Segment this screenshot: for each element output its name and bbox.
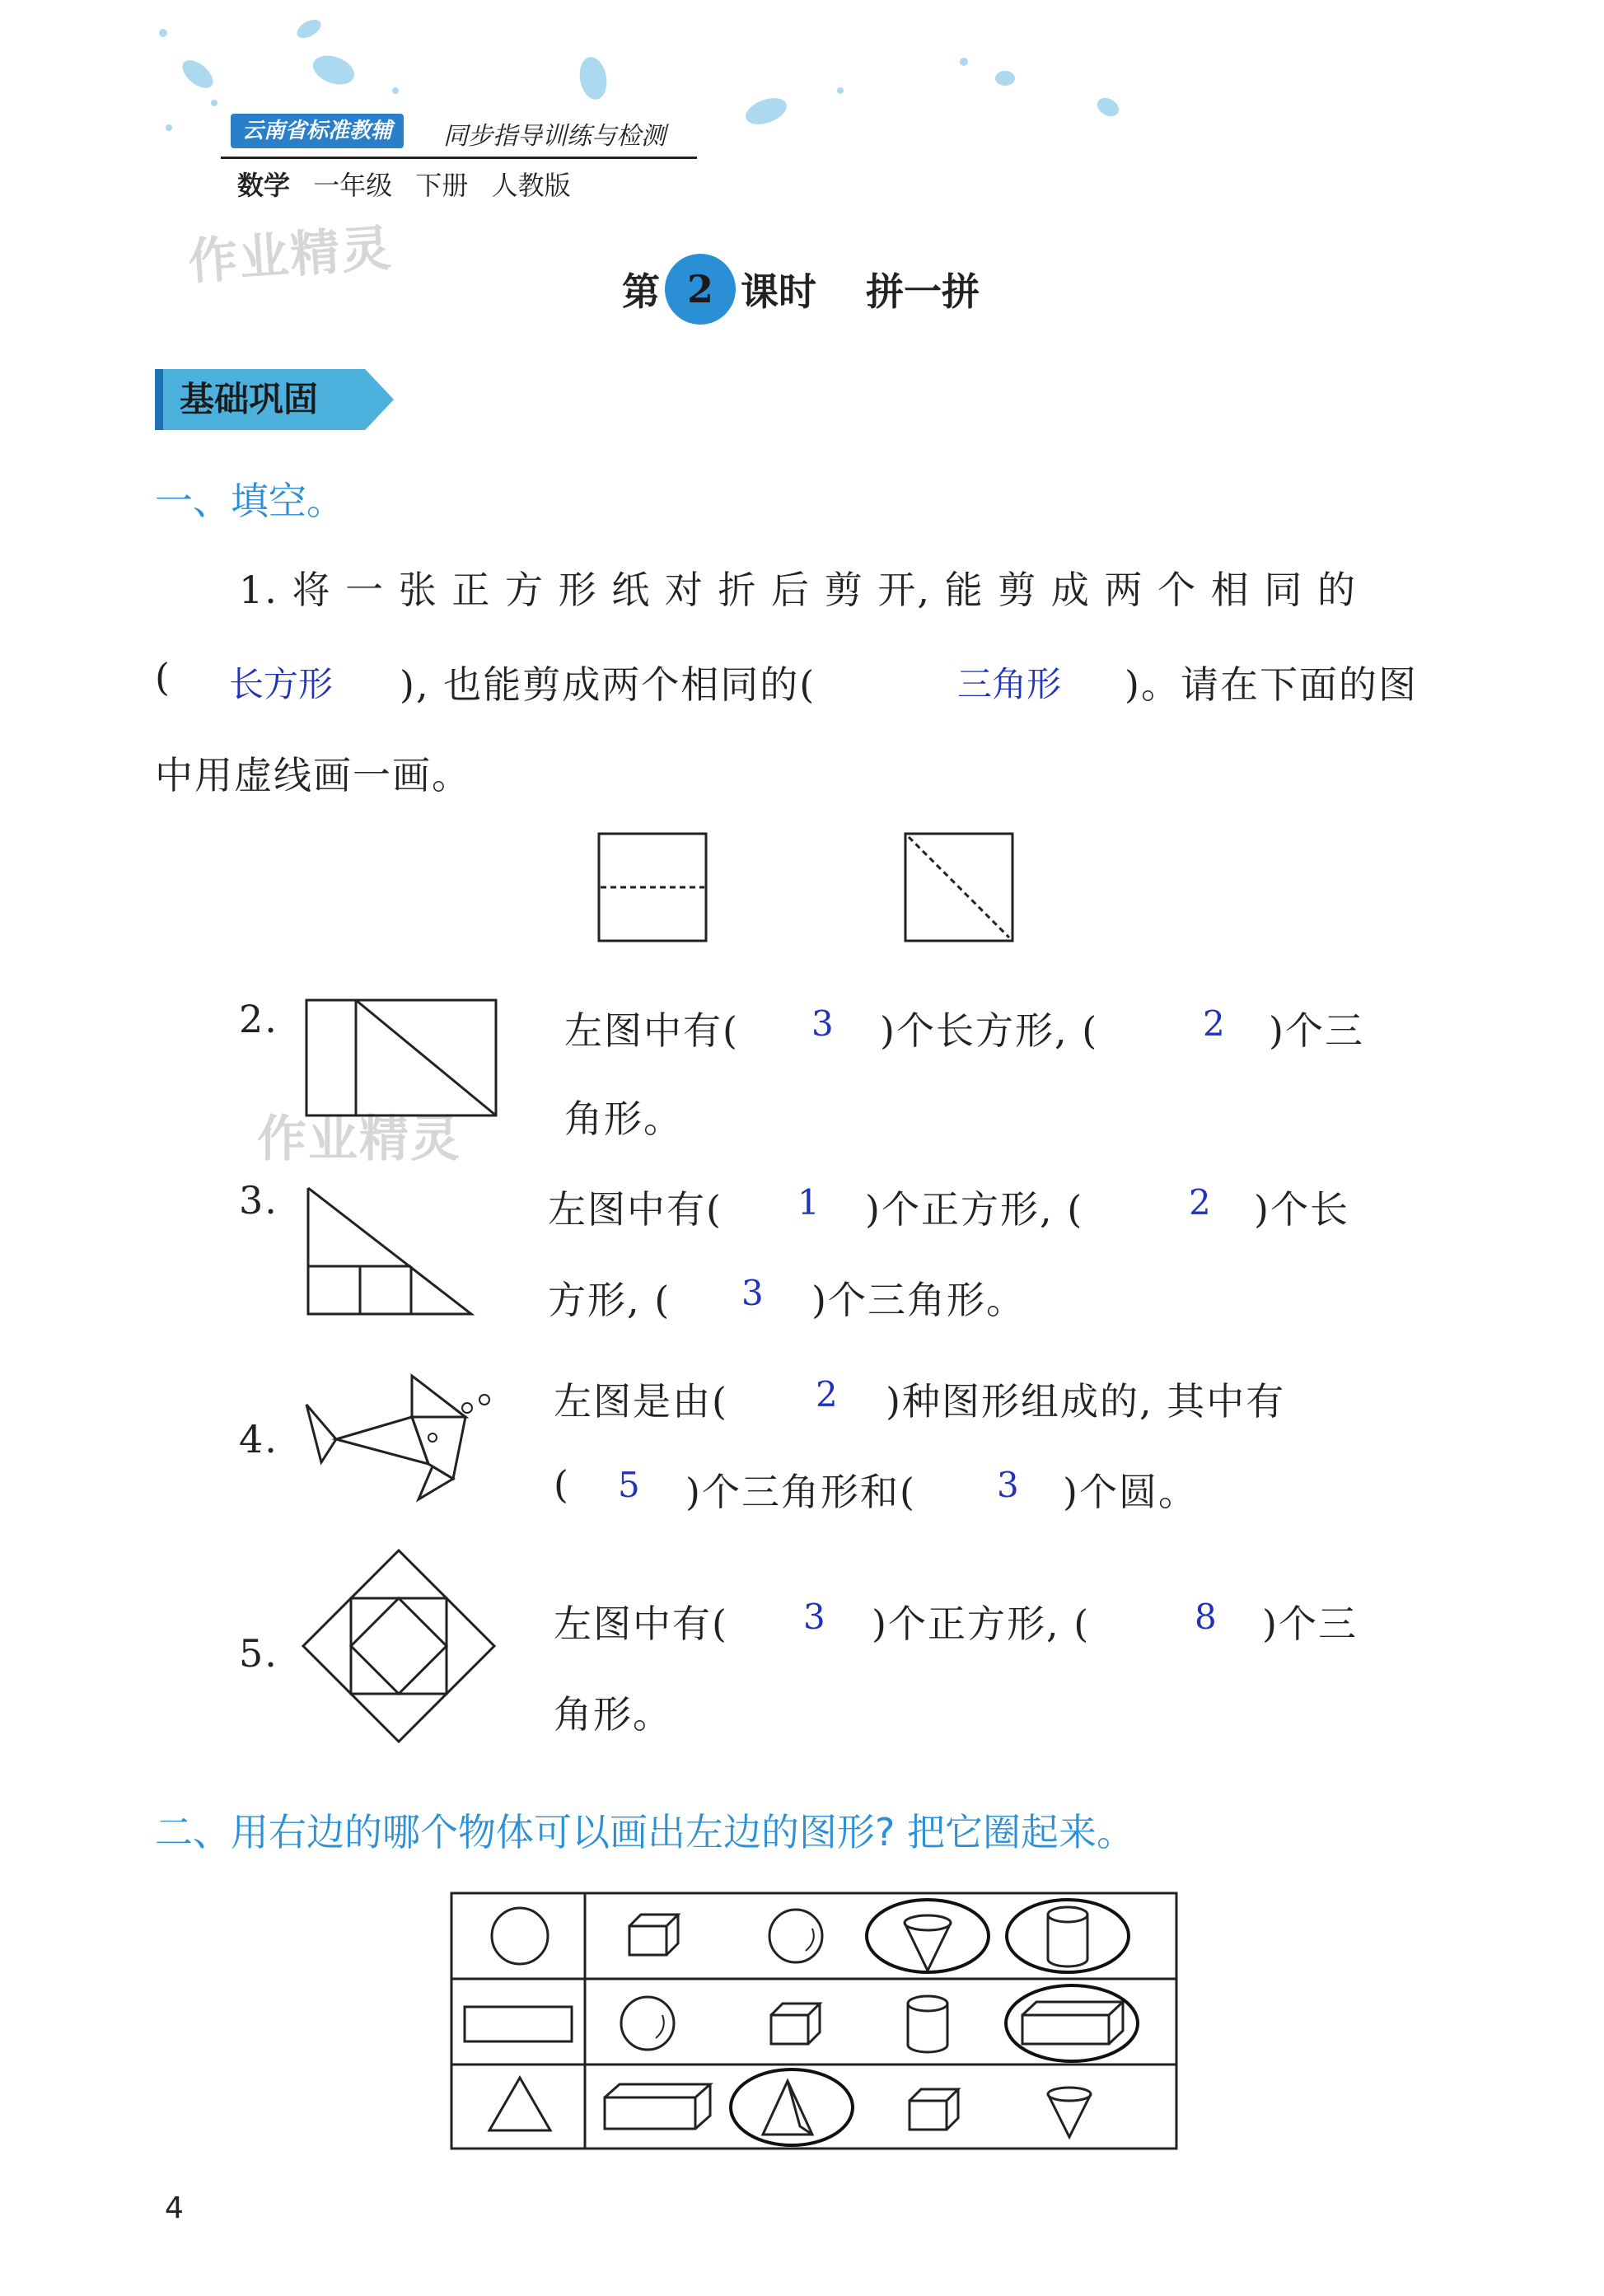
- q4-text1: 左图是由(: [554, 1379, 728, 1424]
- q1-open: (: [155, 655, 171, 699]
- lesson-name: 拼一拼: [866, 269, 980, 314]
- q3-answer1: 1: [797, 1182, 820, 1223]
- q3-text4: 方形, (: [548, 1278, 671, 1322]
- q5-answer1: 3: [803, 1597, 825, 1637]
- cone-icon: [905, 1915, 951, 1971]
- answer-circle: [1007, 1900, 1129, 1972]
- q1-line3: 中用虚线画一画。: [155, 753, 471, 797]
- book-info: [237, 165, 571, 203]
- q2-text3: )个三: [1269, 1008, 1364, 1053]
- header-rule: [221, 157, 697, 159]
- watermark: 作业精灵: [257, 1111, 461, 1168]
- answer-circle: [867, 1900, 989, 1972]
- q1-answer1: 长方形: [229, 664, 334, 704]
- q4-answer2: 5: [618, 1465, 640, 1505]
- ball-icon: [769, 1910, 822, 1962]
- lesson-number-badge: 2: [665, 254, 736, 325]
- q2-text1: 左图中有(: [564, 1008, 739, 1053]
- q5-number: 5.: [239, 1631, 278, 1676]
- q3-number: 3.: [239, 1178, 278, 1223]
- cuboid-icon: [1022, 2002, 1123, 2044]
- q2-answer1: 3: [811, 1003, 834, 1044]
- q5-text3: )个三: [1262, 1602, 1358, 1646]
- lesson-suffix: 课时: [741, 269, 816, 314]
- part1-title: 一、填空。: [155, 479, 344, 523]
- lesson-title: [622, 254, 980, 325]
- subject: 数学: [237, 170, 291, 201]
- q3-text3: )个长: [1254, 1187, 1349, 1232]
- triangle-shape: [489, 2078, 550, 2130]
- q5-text4: 角形。: [554, 1692, 672, 1737]
- q3-text5: )个三角形。: [811, 1278, 1026, 1322]
- cube-icon: [629, 1915, 678, 1955]
- q3-answer2: 2: [1189, 1182, 1211, 1223]
- q2-text2: )个长方形, (: [880, 1008, 1099, 1053]
- ball-icon: [621, 1997, 674, 2050]
- q4-text4: )个三角形和(: [685, 1470, 916, 1514]
- q1-answer2: 三角形: [957, 664, 1062, 704]
- cylinder-icon: [908, 1996, 947, 2052]
- q4-text5: )个圆。: [1063, 1470, 1198, 1514]
- q3-text1: 左图中有(: [548, 1187, 723, 1232]
- q1-line1: 1. 将 一 张 正 方 形 纸 对 折 后 剪 开, 能 剪 成 两 个 相 同 的: [239, 568, 1357, 612]
- q2-number: 2.: [239, 997, 278, 1041]
- q4-fish-figure: [305, 1372, 511, 1503]
- watermark: 作业精灵: [186, 219, 395, 292]
- fold-diagram-rect: [597, 832, 713, 947]
- cube-icon: [771, 2004, 820, 2044]
- brand-logo: 云南省标准教辅: [231, 114, 404, 148]
- section-tag-label: 基础巩固: [180, 379, 319, 419]
- q1-tail: )。请在下面的图: [1125, 662, 1418, 707]
- q1-mid: ), 也能剪成两个相同的(: [400, 662, 816, 707]
- q5-text1: 左图中有(: [554, 1602, 728, 1646]
- section-tag-bar: [155, 369, 163, 430]
- cube-icon: [910, 2089, 958, 2130]
- q3-figure: [306, 1186, 479, 1326]
- answer-circle: [1006, 1985, 1138, 2061]
- q2-figure: [305, 998, 503, 1122]
- q3-answer3: 3: [741, 1273, 764, 1313]
- part2-title: 二、用右边的哪个物体可以画出左边的图形? 把它圈起来。: [155, 1810, 1135, 1854]
- q2-text4: 角形。: [564, 1097, 683, 1141]
- page-number: 4: [165, 2191, 184, 2225]
- cuboid-icon: [605, 2084, 710, 2129]
- grade: 一年级: [313, 170, 393, 201]
- q4-answer3: 3: [997, 1465, 1019, 1505]
- q4-number: 4.: [239, 1417, 278, 1461]
- q3-text2: )个正方形, (: [865, 1187, 1084, 1232]
- q2-answer2: 2: [1203, 1003, 1225, 1044]
- shapes-table: [450, 1892, 1183, 2155]
- q5-answer2: 8: [1195, 1597, 1217, 1637]
- series-title: 同步指导训练与检测: [443, 122, 666, 151]
- fold-diagram-diag: [904, 832, 1019, 947]
- lesson-prefix: 第: [622, 269, 660, 314]
- q5-text2: )个正方形, (: [872, 1602, 1091, 1646]
- term: 下册: [415, 170, 469, 201]
- pyramid-icon: [763, 2081, 812, 2135]
- q5-figure: [302, 1549, 507, 1747]
- rectangle-shape: [465, 2007, 572, 2041]
- cone-icon: [1048, 2088, 1091, 2137]
- cylinder-icon: [1048, 1907, 1087, 1966]
- edition: 人教版: [491, 170, 571, 201]
- circle-shape: [492, 1908, 548, 1964]
- q4-text2: )种图形组成的, 其中有: [886, 1379, 1286, 1424]
- q4-answer1: 2: [816, 1374, 838, 1415]
- q4-text3: (: [554, 1462, 570, 1507]
